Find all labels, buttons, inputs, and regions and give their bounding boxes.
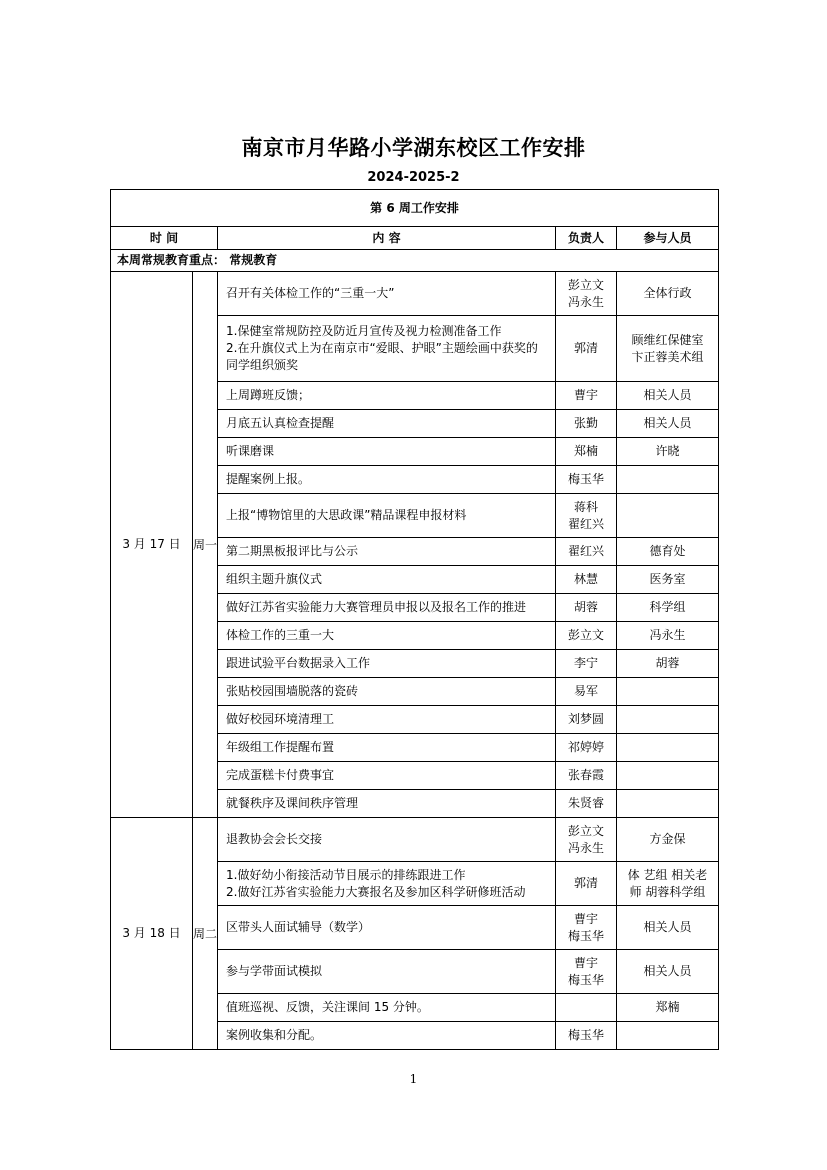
task-owner: 张勤: [556, 410, 617, 438]
task-participants: 胡蓉: [617, 650, 719, 678]
task-participants: 冯永生: [617, 622, 719, 650]
weekly-focus: [111, 250, 719, 272]
task-owner: 曹宇 梅玉华: [556, 906, 617, 950]
task-participants: 郑楠: [617, 994, 719, 1022]
task-participants: 体 艺组 相关老师 胡蓉科学组: [617, 862, 719, 906]
table-row: [111, 272, 719, 316]
header-owner: 负责人: [556, 227, 617, 250]
task-content: 提醒案例上报。: [218, 466, 556, 494]
task-owner: 彭立文 冯永生: [556, 272, 617, 316]
task-owner: 林慧: [556, 566, 617, 594]
task-owner: 翟红兴: [556, 538, 617, 566]
day-date: 3 月 18 日: [111, 818, 193, 1050]
document-title: 南京市月华路小学湖东校区工作安排: [241, 135, 586, 160]
task-owner: 彭立文: [556, 622, 617, 650]
task-participants: 科学组: [617, 594, 719, 622]
task-content: 上周蹲班反馈；: [218, 382, 556, 410]
task-participants: 许晓: [617, 438, 719, 466]
week-title: 第 6 周工作安排: [111, 190, 719, 227]
day-weekday: 周二: [193, 818, 218, 1050]
task-participants: 相关人员: [617, 382, 719, 410]
task-participants: 方金保: [617, 818, 719, 862]
task-content: 月底五认真检查提醒: [218, 410, 556, 438]
task-participants: [617, 762, 719, 790]
task-owner: 李宁: [556, 650, 617, 678]
day-weekday: 周一: [193, 272, 218, 818]
task-owner: 蒋科 翟红兴: [556, 494, 617, 538]
task-content: 上报“博物馆里的大思政课”精品课程申报材料: [218, 494, 556, 538]
task-participants: [617, 466, 719, 494]
task-participants: 相关人员: [617, 950, 719, 994]
task-owner: 曹宇: [556, 382, 617, 410]
task-content: 做好校园环境清理工: [218, 706, 556, 734]
header-participants: 参与人员: [617, 227, 719, 250]
day-date: 3 月 17 日: [111, 272, 193, 818]
header-time: 时 间: [111, 227, 218, 250]
task-participants: [617, 678, 719, 706]
task-content: 1.做好幼小衔接活动节目展示的排练跟进工作 2.做好江苏省实验能力大赛报名及参加区科学研修班活动: [218, 862, 556, 906]
document-subtitle: 2024-2025-2: [367, 170, 460, 185]
task-content: 组织主题升旗仪式: [218, 566, 556, 594]
task-participants: 医务室: [617, 566, 719, 594]
task-participants: 相关人员: [617, 410, 719, 438]
task-participants: [617, 734, 719, 762]
task-owner: 郭清: [556, 862, 617, 906]
task-owner: 朱贤睿: [556, 790, 617, 818]
task-content: 值班巡视、反馈，关注课间 15 分钟。: [218, 994, 556, 1022]
page-number: 1: [409, 1072, 418, 1086]
weekly-focus-label: 本周常规教育重点：: [117, 253, 226, 267]
task-content: 做好江苏省实验能力大赛管理员申报以及报名工作的推进: [218, 594, 556, 622]
weekly-focus-value: 常规教育: [229, 253, 278, 267]
weekly-focus-row: [111, 250, 719, 272]
task-owner: 彭立文 冯永生: [556, 818, 617, 862]
task-owner: 梅玉华: [556, 466, 617, 494]
task-participants: [617, 790, 719, 818]
task-content: 区带头人面试辅导（数学）: [218, 906, 556, 950]
table-header-row: [111, 227, 719, 250]
table-row: [111, 818, 719, 862]
task-participants: 全体行政: [617, 272, 719, 316]
task-participants: 相关人员: [617, 906, 719, 950]
task-participants: [617, 706, 719, 734]
task-owner: 曹宇 梅玉华: [556, 950, 617, 994]
task-content: 退教协会会长交接: [218, 818, 556, 862]
task-owner: [556, 994, 617, 1022]
task-content: 年级组工作提醒布置: [218, 734, 556, 762]
task-content: 听课磨课: [218, 438, 556, 466]
task-owner: 张春霞: [556, 762, 617, 790]
task-owner: 胡蓉: [556, 594, 617, 622]
task-content: 召开有关体检工作的“三重一大”: [218, 272, 556, 316]
task-owner: 刘梦圆: [556, 706, 617, 734]
task-owner: 梅玉华: [556, 1022, 617, 1050]
task-content: 第二期黑板报评比与公示: [218, 538, 556, 566]
task-owner: 祁婷婷: [556, 734, 617, 762]
task-participants: [617, 1022, 719, 1050]
task-owner: 易军: [556, 678, 617, 706]
header-content: 内 容: [218, 227, 556, 250]
task-content: 张贴校园围墙脱落的瓷砖: [218, 678, 556, 706]
task-content: 跟进试验平台数据录入工作: [218, 650, 556, 678]
task-content: 体检工作的三重一大: [218, 622, 556, 650]
task-content: 1.保健室常规防控及防近月宣传及视力检测准备工作 2.在升旗仪式上为在南京市“爱眼、护眼”主题绘画中获奖的同学组织颁奖: [218, 316, 556, 382]
task-owner: 郭清: [556, 316, 617, 382]
task-content: 参与学带面试模拟: [218, 950, 556, 994]
task-participants: [617, 494, 719, 538]
task-content: 案例收集和分配。: [218, 1022, 556, 1050]
task-participants: 顾维红保健室 卞正蓉美术组: [617, 316, 719, 382]
task-content: 完成蛋糕卡付费事宜: [218, 762, 556, 790]
schedule-table: [110, 189, 719, 1050]
task-participants: 德育处: [617, 538, 719, 566]
task-content: 就餐秩序及课间秩序管理: [218, 790, 556, 818]
task-owner: 郑楠: [556, 438, 617, 466]
